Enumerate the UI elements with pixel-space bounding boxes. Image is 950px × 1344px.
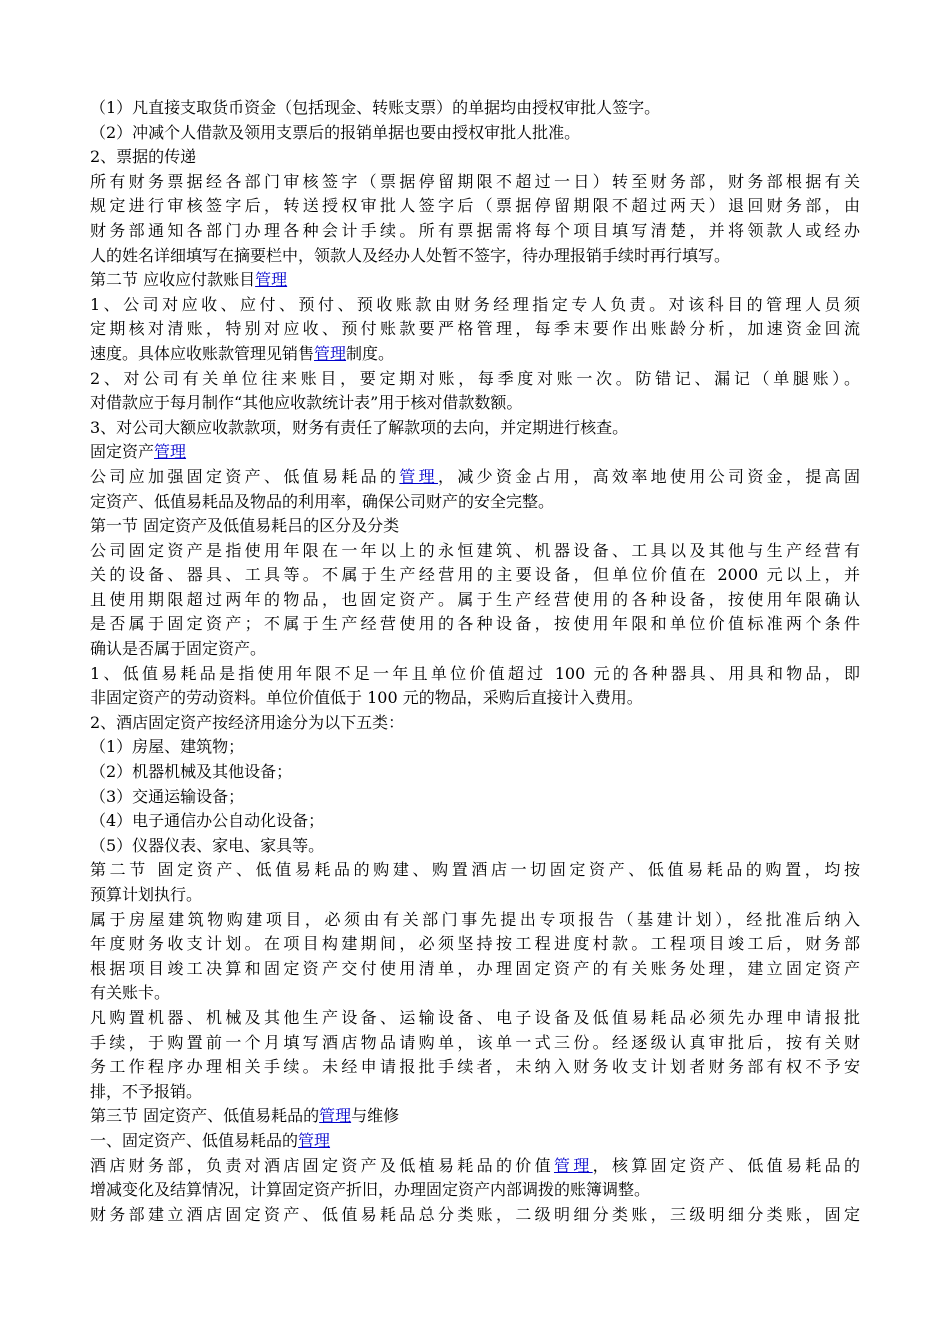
text-segment: 凡购置机器、机械及其他生产设备、运输设备、电子设备及低值易耗品必须先办理申请报批	[90, 1007, 860, 1027]
text-segment: 手续，于购置前一个月填写酒店物品请购单，该单一式三份。经逐级认真审批后，按有关财	[90, 1032, 860, 1052]
text-line	[90, 268, 860, 293]
text-line	[90, 686, 860, 711]
text-segment: （4）电子通信办公自动化设备；	[90, 811, 325, 831]
text-line	[90, 1055, 860, 1080]
text-segment: 定期核对清账，特别对应收、预付账款要严格管理，每季末要作出账龄分析，加速资金回流	[90, 319, 860, 339]
management-link[interactable]: 管理	[154, 442, 187, 462]
text-segment: 确认是否属于固定资产。	[90, 639, 267, 659]
text-segment: （5）仪器仪表、家电、家具等。	[90, 835, 325, 855]
text-segment: 制度。	[346, 343, 395, 363]
text-segment: 根据项目竣工决算和固定资产交付使用清单，办理固定资产的有关账务处理，建立固定资产	[90, 958, 860, 978]
text-segment: 第二节 应收应付款账目	[90, 270, 256, 290]
text-segment: 规定进行审核签字后，转送授权审批人签字后（票据停留期限不超过两天）退回财务部，由	[90, 196, 860, 216]
management-link[interactable]: 管理	[553, 1155, 593, 1175]
text-segment: 预算计划执行。	[90, 885, 203, 904]
text-line	[90, 711, 860, 736]
text-line	[90, 293, 860, 318]
text-line	[90, 145, 860, 170]
text-line	[90, 1203, 860, 1228]
text-line	[90, 1031, 860, 1056]
text-line	[90, 465, 860, 490]
text-line	[90, 834, 860, 859]
management-link[interactable]: 管理	[255, 270, 288, 290]
text-line	[90, 957, 860, 982]
text-segment: 财务部建立酒店固定资产、低值易耗品总分类账，二级明细分类账，三级明细分类账，固定	[90, 1204, 860, 1224]
text-line	[90, 490, 860, 515]
text-segment: 1、公司对应收、应付、预付、预收账款由财务经理指定专人负责。对该科目的管理人员须	[90, 294, 860, 314]
management-link[interactable]: 管理	[319, 1106, 352, 1126]
text-segment: 定资产、低值易耗品及物品的利用率，确保公司财产的安全完整。	[90, 491, 555, 511]
text-line	[90, 612, 860, 637]
text-line	[90, 735, 860, 760]
text-line	[90, 637, 860, 662]
text-line	[90, 367, 860, 392]
text-line	[90, 981, 860, 1006]
text-segment: （2）冲减个人借款及领用支票后的报销单据也要由授权审批人批准。	[90, 122, 581, 142]
text-segment: 第二节 固定资产、低值易耗品的购建、购置酒店一切固定资产、低值易耗品的购置，均按	[90, 860, 860, 880]
text-segment: 非固定资产的劳动资料。单位价值低于 100 元的物品，采购后直接计入费用。	[90, 688, 643, 708]
text-segment: 固定资产	[90, 442, 155, 462]
text-segment: 人的姓名详细填写在摘要栏中，领款人及经办人处暂不签字，待办理报销手续时再行填写。	[90, 245, 731, 265]
text-line	[90, 760, 860, 785]
text-segment: 2、酒店固定资产按经济用途分为以下五类：	[90, 712, 405, 732]
text-segment: 对借款应于每月制作“其他应收款统计表”用于核对借款数额。	[90, 393, 523, 413]
text-line	[90, 809, 860, 834]
text-segment: 3、对公司大额应收款款项，财务有责任了解款项的去向，并定期进行核查。	[90, 417, 629, 437]
text-line	[90, 1006, 860, 1031]
management-link[interactable]: 管理	[298, 1130, 331, 1150]
text-segment: 公司应加强固定资产、低值易耗品的	[90, 466, 400, 486]
text-line	[90, 391, 860, 416]
text-line	[90, 514, 860, 539]
text-segment: 公司固定资产是指使用年限在一年以上的永恒建筑、机器设备、工具以及其他与生产经营有	[90, 540, 860, 560]
text-line	[90, 416, 860, 441]
text-line	[90, 1080, 860, 1105]
text-segment: 第三节 固定资产、低值易耗品的	[90, 1106, 320, 1126]
text-line	[90, 785, 860, 810]
text-segment: 2、票据的传递	[90, 147, 197, 167]
text-segment: 酒店财务部，负责对酒店固定资产及低植易耗品的价值	[90, 1155, 554, 1175]
text-line	[90, 908, 860, 933]
text-line	[90, 244, 860, 269]
text-line	[90, 563, 860, 588]
text-segment: 一、固定资产、低值易耗品的	[90, 1130, 299, 1150]
text-segment: 1、低值易耗品是指使用年限不足一年且单位价值超过 100 元的各种器具、用具和物品，即	[90, 663, 860, 683]
text-line	[90, 588, 860, 613]
text-segment: 与维修	[351, 1106, 400, 1126]
text-line	[90, 539, 860, 564]
text-segment: 财务部通知各部门办理各种会计手续。所有票据需将每个项目填写清楚，并将领款人或经办	[90, 220, 860, 240]
text-line	[90, 121, 860, 146]
text-line	[90, 219, 860, 244]
text-line	[90, 662, 860, 687]
text-line	[90, 1129, 860, 1154]
text-line	[90, 317, 860, 342]
text-segment: 且使用期限超过两年的物品，也固定资产。属于生产经营使用的各种设备，按使用年限确认	[90, 589, 860, 609]
text-segment: 2、对公司有关单位往来账目，要定期对账，每季度对账一次。防错记、漏记（单腿账）。	[90, 368, 860, 388]
text-segment: （2）机器机械及其他设备；	[90, 762, 293, 782]
text-segment: ，核算固定资产、低值易耗品的	[592, 1155, 860, 1175]
text-line	[90, 883, 860, 908]
text-segment: 年度财务收支计划。在项目构建期间，必须坚持按工程进度村款。工程项目竣工后，财务部	[90, 934, 860, 954]
text-segment: （1）凡直接支取货币资金（包括现金、转账支票）的单据均由授权审批人签字。	[90, 98, 661, 117]
text-line	[90, 342, 860, 367]
text-segment: ，减少资金占用，高效率地使用公司资金，提高固	[438, 466, 860, 486]
text-segment: 是否属于固定资产；不属于生产经营使用的各种设备，按使用年限和单位价值标准两个条件	[90, 614, 860, 634]
text-line	[90, 440, 860, 465]
text-segment: 增减变化及结算情况，计算固定资产折旧，办理固定资产内部调拨的账簿调整。	[90, 1180, 651, 1200]
text-segment: 属于房屋建筑物购建项目，必须由有关部门事先提出专项报告（基建计划），经批准后纳入	[90, 909, 860, 929]
text-line	[90, 194, 860, 219]
text-line	[90, 858, 860, 883]
management-link[interactable]: 管理	[399, 466, 438, 486]
text-segment: 务工作程序办理相关手续。未经申请报批手续者，未纳入财务收支计划者财务部有权不予安	[90, 1057, 860, 1077]
text-segment: 排，不予报销。	[90, 1081, 203, 1101]
text-line	[90, 1104, 860, 1129]
management-link[interactable]: 管理	[314, 343, 347, 363]
text-line	[90, 1178, 860, 1203]
text-segment: 关的设备、器具、工具等。不属于生产经营用的主要设备，但单位价值在 2000 元以上，并	[90, 565, 860, 585]
text-line	[90, 96, 860, 121]
text-segment: （3）交通运输设备；	[90, 786, 245, 806]
text-segment: 所有财务票据经各部门审核签字（票据停留期限不超过一日）转至财务部，财务部根据有关	[90, 171, 860, 191]
text-line	[90, 1154, 860, 1179]
text-segment: （1）房屋、建筑物；	[90, 737, 245, 757]
text-line	[90, 932, 860, 957]
document-body	[90, 96, 860, 1227]
text-segment: 第一节 固定资产及低值易耗吕的区分及分类	[90, 516, 400, 536]
text-segment: 有关账卡。	[90, 983, 171, 1003]
text-line	[90, 170, 860, 195]
text-segment: 速度。具体应收账款管理见销售	[90, 343, 315, 363]
